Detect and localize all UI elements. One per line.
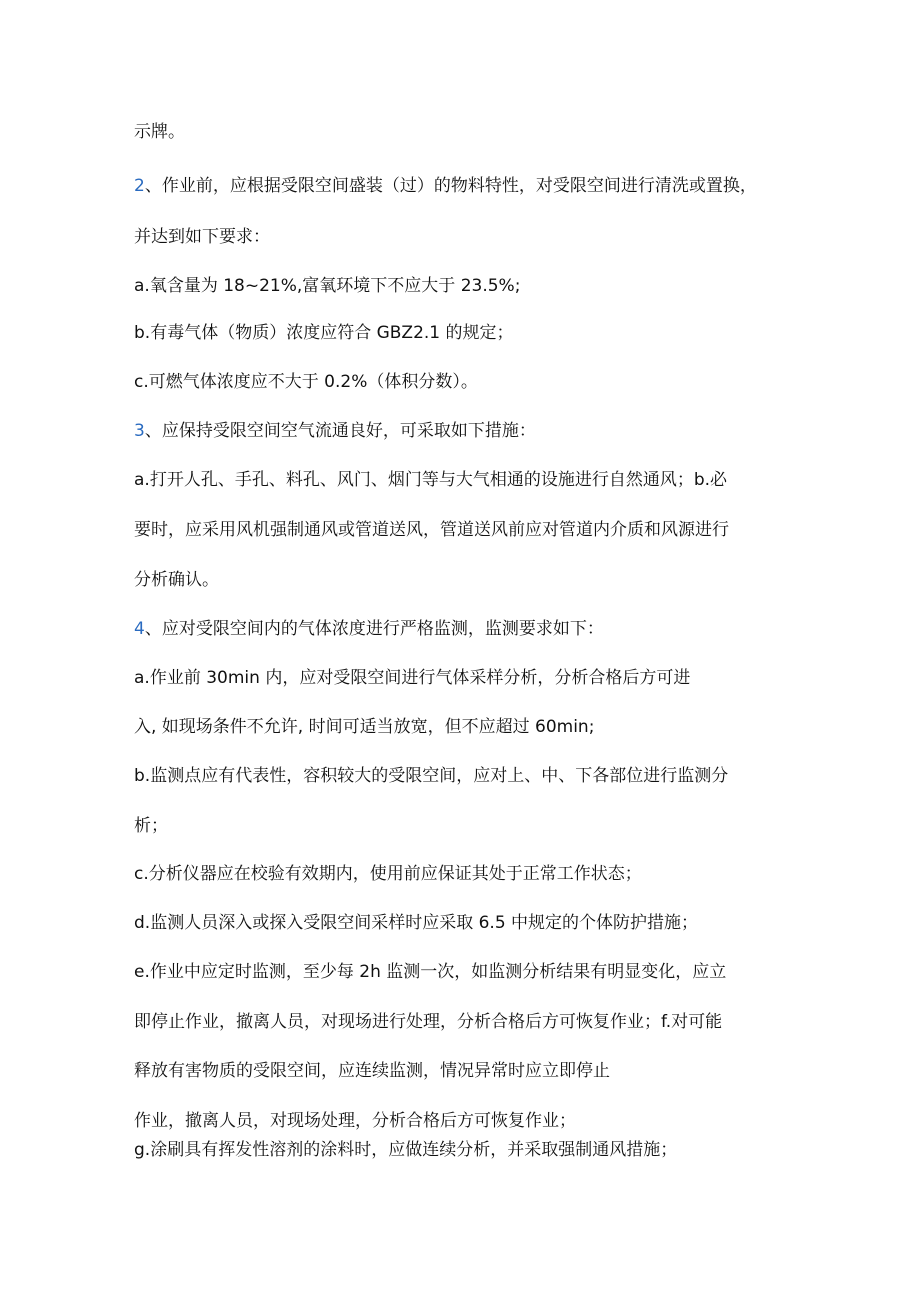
paragraph-line: 分析确认。	[134, 570, 219, 590]
numbered-item-4: 4、应对受限空间内的气体浓度进行严格监测，监测要求如下：	[134, 619, 604, 639]
paragraph-line: 并达到如下要求：	[134, 227, 270, 247]
numbered-item-3: 3、应保持受限空间空气流通良好，可采取如下措施：	[134, 421, 536, 441]
paragraph-line: 作业，撤离人员，对现场处理，分析合格后方可恢复作业；	[134, 1111, 576, 1131]
item-number: 3	[134, 421, 145, 441]
paragraph-line: 示牌。	[134, 122, 185, 142]
paragraph-line: 即停止作业，撤离人员，对现场进行处理，分析合格后方可恢复作业；f.对可能	[134, 1012, 723, 1032]
list-item: b.监测点应有代表性，容积较大的受限空间，应对上、中、下各部位进行监测分	[134, 766, 729, 786]
paragraph-line: 要时，应采用风机强制通风或管道送风，管道送风前应对管道内介质和风源进行	[134, 520, 729, 540]
list-item: a.打开人孔、手孔、料孔、风门、烟门等与大气相通的设施进行自然通风；b.必	[134, 470, 728, 490]
paragraph-line: 释放有害物质的受限空间，应连续监测，情况异常时应立即停止	[134, 1061, 610, 1081]
item-number: 2	[134, 176, 145, 196]
list-item: a.氧含量为 18~21%,富氧环境下不应大于 23.5%;	[134, 276, 521, 296]
item-number: 4	[134, 619, 145, 639]
numbered-item-2: 2、作业前，应根据受限空间盛装（过）的物料特性，对受限空间进行清洗或置换，	[134, 176, 757, 196]
list-item: c.可燃气体浓度应不大于 0.2%（体积分数）。	[134, 372, 478, 392]
list-item: e.作业中应定时监测，至少每 2h 监测一次，如监测分析结果有明显变化，应立	[134, 962, 727, 982]
paragraph-line: 析；	[134, 816, 168, 836]
list-item: c.分析仪器应在校验有效期内，使用前应保证其处于正常工作状态；	[134, 864, 642, 884]
paragraph-line: 入, 如现场条件不允许, 时间可适当放宽，但不应超过 60min;	[134, 717, 595, 737]
list-item: b.有毒气体（物质）浓度应符合 GBZ2.1 的规定；	[134, 323, 514, 343]
list-item: d.监测人员深入或探入受限空间采样时应采取 6.5 中规定的个体防护措施；	[134, 913, 699, 933]
list-item: a.作业前 30min 内，应对受限空间进行气体采样分析，分析合格后方可进	[134, 668, 691, 688]
list-item: g.涂刷具有挥发性溶剂的涂料时，应做连续分析，并采取强制通风措施；	[134, 1140, 678, 1160]
